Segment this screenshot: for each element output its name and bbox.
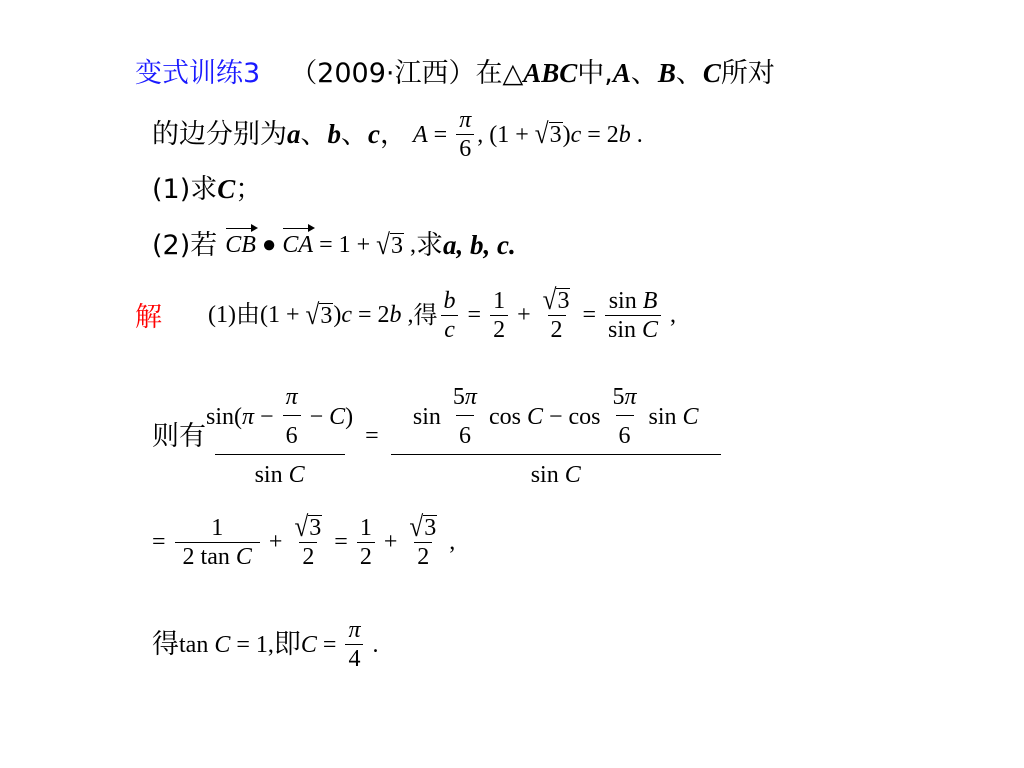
- vector-equation: CB ● CA = 1 + √ 3 ,: [225, 229, 416, 261]
- question-2: (2)若 CB ● CA = 1 + √ 3 , 求 a, b, c.: [152, 229, 516, 261]
- problem-line-2: 的边分别为 a 、 b 、 c ， A = $\frac{\pi}{6}$ , (1 + √ 3 ) c = 2 b .: [152, 107, 643, 162]
- solution-step-2: 则有 sin( π − $\frac{\pi}{6}$ − C ) sin C = sin 5 π 6 cos C − cos 5 π 6 sin C sin C: [152, 385, 721, 487]
- problem-source: （2009·江西）在△: [290, 58, 524, 89]
- solution-step-3: = $\frac{1}{\text{2 tan C}}$ + √ 3 2 = $\frac{1}{2}$ + √ 3 2 ,: [152, 511, 456, 571]
- exercise-label: 变式训练3: [135, 58, 261, 89]
- solution-label: 解: [135, 302, 162, 333]
- given-equation: A = $\frac{\pi}{6}$ , (1 + √ 3 ) c = 2 b .: [412, 107, 643, 162]
- solution-step-4: 得 tan C = 1, 即 C = $\frac{\pi}{4}$ .: [152, 617, 379, 672]
- solution-step-1: (1)由 (1 + √ 3 ) c = 2 b , 得 $\frac{b}{c}$ = $\frac{1}{2}$ + √ 3 2 = $\frac{\text{sin B}}{\text{sin C}}$ ,: [208, 284, 677, 344]
- question-1: (1)求C；: [152, 174, 263, 205]
- problem-line-1: 变式训练3 （2009·江西）在△ABC中,A、B、C所对: [135, 58, 775, 89]
